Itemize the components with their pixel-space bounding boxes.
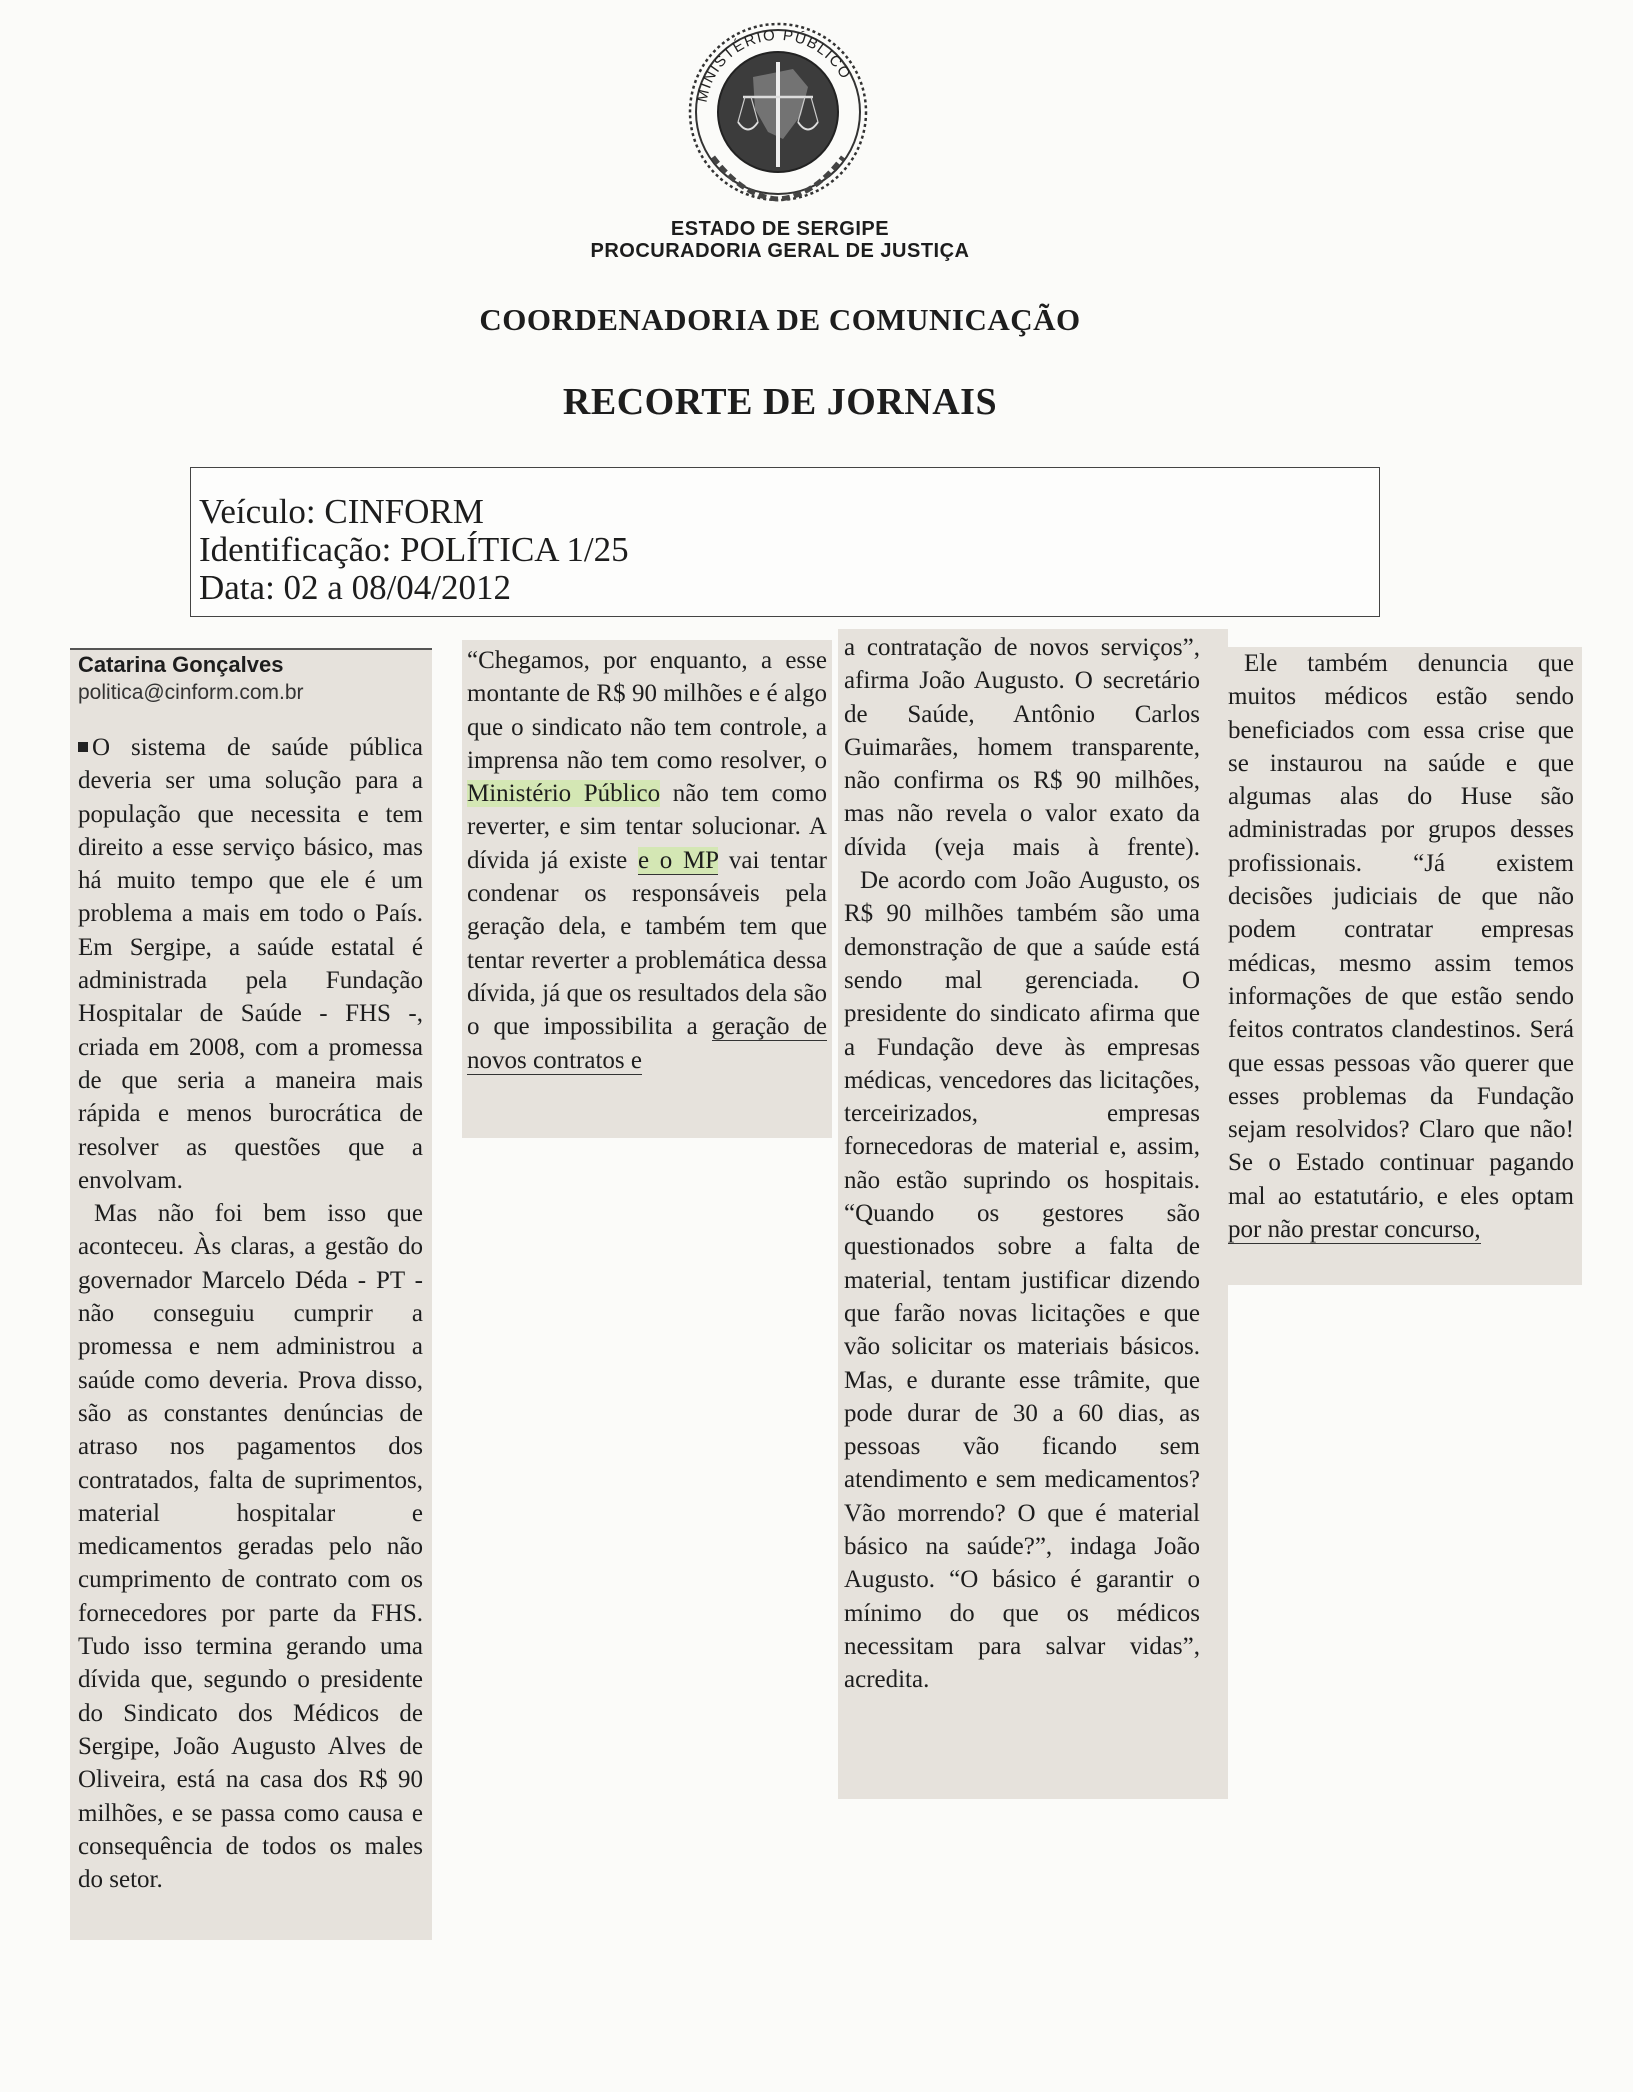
section-title: RECORTE DE JORNAIS [562, 381, 998, 423]
info-veiculo: Veículo: CINFORM [199, 492, 484, 531]
highlighted-text: Ministério Público [467, 780, 661, 808]
paragraph: O sistema de saúde pública deveria ser uma solução para a população que necessita e tem direito a esse serviço básico, mas há muito tempo que ele é um problema a mais em todo o País. Em Sergipe, a saúde estatal é administrada pela Fundação Hospitalar de Saúde - FHS -, criada em 2008, com a promessa de que seria a maneira mais rápida e menos burocrática de resolver as questões que a envolvam. [78, 734, 423, 1194]
paragraph: De acordo com João Augusto, os R$ 90 milhões também são uma demonstração de que a saúde está sendo mal gerenciada. O presidente do sindicato afirma que a Fundação deve às empresas médicas, vencedores das licitações, terceirizados, empresas fornecedoras de material e, assim, não estão suprindo os hospitais. “Quando os gestores são questionados sobre a falta de material, tentam justificar dizendo que farão novas licitações e que vão solicitar os materiais básicos. Mas, e durante esse trâmite, que pode durar de 30 a 60 dias, as pessoas vão ficando sem atendimento e sem medicamentos? Vão morrendo? O que é material básico na saúde?”, indaga João Augusto. “O básico é garantir o mínimo do que os médicos necessitam para salvar vidas”, acredita. [844, 867, 1200, 1694]
department-title: COORDENADORIA DE COMUNICAÇÃO [479, 302, 1081, 337]
seal-ring-text: MINISTÉRIO PÚBLICO [693, 26, 855, 104]
clipping-info-box [190, 467, 1380, 617]
article-column-3 [838, 629, 1228, 1799]
info-data: Data: 02 a 08/04/2012 [199, 568, 512, 607]
article-author: Catarina Gonçalves [78, 652, 284, 677]
article-column-2 [462, 640, 832, 1138]
underlined-text: geração de novos contratos e [467, 1013, 828, 1074]
text-run: vai tentar condenar os responsáveis pela geração dela, e também tem que tentar reverter a problemática dessa dívida, já que os resultados dela são o que impossibilita a [467, 846, 828, 1041]
paragraph: Mas não foi bem isso que aconteceu. Às claras, a gestão do governador Marcelo Déda - PT - não conseguiu cumprir a promessa e nem administrou a saúde como deveria. Prova disso, são as constantes denúncias de atraso nos pagamentos dos contratados, falta de suprimentos, material hospitalar e medicamentos geradas pelo não cumprimento de contrato com os fornecedores por parte da FHS. Tudo isso termina gerando uma dívida que, segundo o presidente do Sindicato dos Médicos de Sergipe, João Augusto Alves de Oliveira, está na casa dos R$ 90 milhões, e se passa como causa e consequência de todos os males do setor. [78, 1200, 423, 1894]
underlined-text: por não prestar concurso, [1228, 1216, 1481, 1244]
paragraph: a contratação de novos serviços”, afirma João Augusto. O secretário de Saúde, Antônio Carlos Guimarães, homem transparente, não confirma os R$ 90 milhões, mas não revela o valor exato da dívida (veja mais à frente). [844, 634, 1200, 861]
article-column-1 [70, 648, 432, 1940]
paragraph [1228, 647, 1574, 1246]
highlighted-text: e o MP [637, 846, 719, 874]
paragraph [467, 644, 827, 1077]
article-email: politica@cinform.com.br [78, 681, 304, 704]
article-column-4 [1220, 647, 1582, 1285]
text-run: não tem como reverter, e sim tentar solucionar. A dívida já existe [467, 780, 827, 874]
bullet-icon [78, 742, 88, 752]
text-run: “Chegamos, por enquanto, a esse montante de R$ 90 milhões e é algo que o sindicato não tem controle, a imprensa não tem como resolver, o [467, 647, 827, 774]
info-identificacao: Identificação: POLÍTICA 1/25 [199, 530, 629, 569]
text-run: Ele também denuncia que muitos médicos estão sendo beneficiados com essa crise que se instaurou na saúde e que algumas alas do Huse são administradas por grupos desses profissionais. “Já existem decisões judiciais de que não podem contratar empresas médicas, mesmo assim temos informações de que estão sendo feitos contratos clandestinos. Será que essas pessoas vão querer que esses problemas da Fundação sejam resolvidos? Claro que não! Se o Estado continuar pagando mal ao estatutário, e eles optam [1228, 650, 1574, 1210]
org-state: ESTADO DE SERGIPE [670, 218, 890, 240]
ministerio-publico-seal-icon [683, 17, 873, 207]
org-procuradoria: PROCURADORIA GERAL DE JUSTIÇA [590, 240, 970, 262]
